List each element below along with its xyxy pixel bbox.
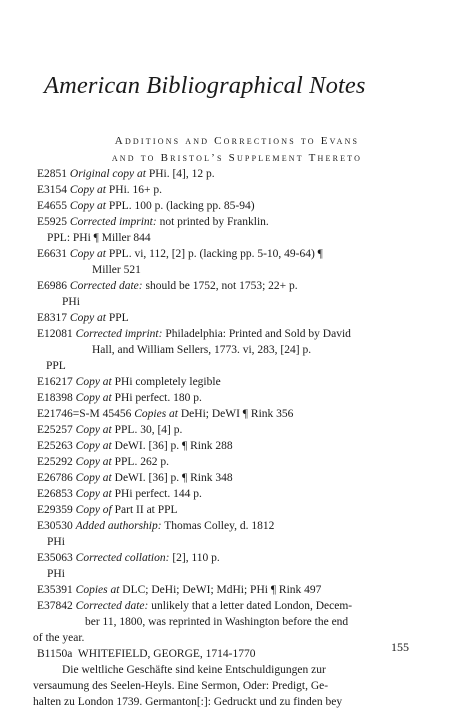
entry-continuation-line: of the year.	[33, 632, 85, 644]
entry-line: E4655 Copy at PPL. 100 p. (lacking pp. 85-94)	[37, 200, 255, 212]
entry-line: E2851 Original copy at PHi. [4], 12 p.	[37, 168, 215, 180]
entry-continuation-line: PHi	[47, 536, 65, 548]
page-number: 155	[391, 640, 409, 654]
entry-line: E6986 Corrected date: should be 1752, not 1753; 22+ p.	[37, 280, 298, 292]
entry-continuation-line: ber 11, 1800, was reprinted in Washington before the end	[85, 616, 349, 628]
entry-line: E12081 Corrected imprint: Philadelphia: Printed and Sold by David	[37, 328, 351, 340]
entry-continuation-line: Miller 521	[92, 264, 141, 276]
entry-line: E3154 Copy at PHi. 16+ p.	[37, 184, 163, 196]
entry-continuation-line: Die weltliche Geschäfte sind keine Entschuldigungen zur	[62, 664, 326, 676]
entry-continuation-line: PPL	[46, 360, 66, 372]
entry-continuation-line: Hall, and William Sellers, 1773. vi, 283, [24] p.	[92, 344, 312, 356]
entry-line: E29359 Copy of Part II at PPL	[37, 504, 178, 516]
entry-line: E35391 Copies at DLC; DeHi; DeWI; MdHi; PHi ¶ Rink 497	[37, 584, 322, 596]
entry-line: E37842 Corrected date: unlikely that a letter dated London, Decem-	[37, 600, 353, 612]
entry-line: E25257 Copy at PPL. 30, [4] p.	[37, 424, 183, 436]
entry-continuation-line: PPL: PHi ¶ Miller 844	[47, 232, 151, 244]
entry-line: E16217 Copy at PHi completely legible	[37, 376, 221, 388]
entry-line: E6631 Copy at PPL. vi, 112, [2] p. (lacking pp. 5-10, 49-64) ¶	[37, 248, 323, 260]
entry-line: E21746=S-M 45456 Copies at DeHi; DeWI ¶ Rink 356	[37, 408, 294, 420]
entry-line: E25292 Copy at PPL. 262 p.	[37, 456, 169, 468]
entry-line: E26786 Copy at DeWI. [36] p. ¶ Rink 348	[37, 472, 233, 484]
section-subtitle-line-2: and to Bristol’s Supplement Thereto	[111, 152, 363, 164]
entry-line: E8317 Copy at PPL	[37, 312, 129, 324]
entry-line: E5925 Corrected imprint: not printed by Franklin.	[37, 216, 269, 228]
entry-line: E35063 Corrected collation: [2], 110 p.	[37, 552, 220, 564]
page-title: American Bibliographical Notes	[44, 72, 366, 99]
entry-line: E26853 Copy at PHi perfect. 144 p.	[37, 488, 202, 500]
entry-line: E30530 Added authorship: Thomas Colley, d. 1812	[37, 520, 275, 532]
entry-line: E18398 Copy at PHi perfect. 180 p.	[37, 392, 202, 404]
entry-line: B1150a WHITEFIELD, GEORGE, 1714-1770	[37, 648, 256, 660]
entry-continuation-line: versaumung des Seelen-Heyls. Eine Sermon, Oder: Predigt, Ge-	[33, 680, 329, 692]
section-subtitle-line-1: Additions and Corrections to Evans	[114, 135, 360, 147]
entry-continuation-line: PHi	[47, 568, 65, 580]
entry-continuation-line: PHi	[62, 296, 80, 308]
entry-line: E25263 Copy at DeWI. [36] p. ¶ Rink 288	[37, 440, 233, 452]
entry-continuation-line: halten zu London 1739. Germanton[:]: Gedruckt und zu finden bey	[33, 696, 343, 708]
